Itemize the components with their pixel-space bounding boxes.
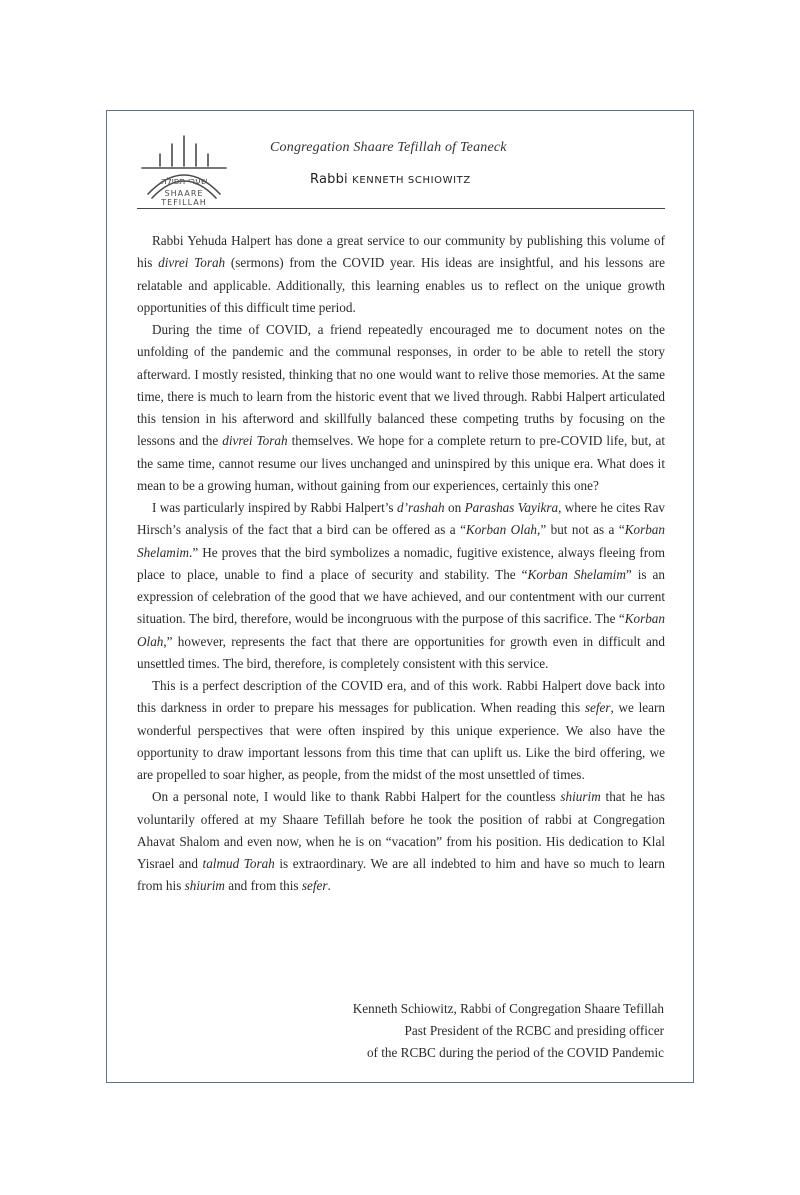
paragraph-4: This is a perfect description of the COVID era, and of this work. Rabbi Halpert dove back into this darkness in order to prepare his messages for publication. When reading this sefer, we learn wonderful perspectives that were often inspired by this unique experience. We also have the opportunity to draw important lessons from this time that can uplift us. Like the bird offering, we are propelled to soar higher, as people, from the midst of the most unsettled of times.: [137, 678, 665, 782]
logo-hebrew: שערי תפילה: [160, 177, 208, 187]
italic-term: sefer: [584, 700, 611, 716]
italic-term: shiurim: [184, 878, 225, 894]
italic-term: d’rashah: [396, 500, 445, 515]
header-divider: [137, 208, 665, 209]
logo-line1: SHAARE: [164, 189, 204, 198]
italic-term: shiurim: [560, 789, 601, 805]
signature-line-3: of the RCBC during the period of the COVID Pandemic: [366, 1045, 664, 1060]
paragraph-2: During the time of COVID, a friend repeatedly encouraged me to document notes on the unfolding of the pandemic and the communal responses, in order to be able to retell the story afterward. I mostly resisted, thinking that no one would want to relive those memories. At the same time, there is much to learn from the historic event that we lived through. Rabbi Halpert articulated this tension in his afterword and skillfully balanced these competing truths by focusing on the lessons and the divrei Torah themselves. We hope for a complete return to pre-COVID life, but, at the same time, cannot resume our lives unchanged and uninspired by this unique era. What does it mean to be a growing human, without gaining from our experiences, certainly this one?: [137, 322, 665, 493]
signature-block: [353, 998, 664, 1064]
rabbi-name: [310, 172, 471, 187]
italic-term: sefer: [301, 878, 328, 894]
paragraph-3: I was particularly inspired by Rabbi Halpert’s d’rashah on Parashas Vayikra, where he cites Rav Hirsch’s analysis of the fact that a bird can be offered as a “Korban Olah,” but not as a “Korban Shelamim.” He proves that the bird symbolizes a nomadic, fugitive existence, always fleeing from place to place, unable to find a place of security and stability. The “Korban Shelamim” is an expression of celebration of the good that we have achieved, and our contentment with our current situation. The bird, therefore, would be incongruous with the purpose of this sacrifice. The “Korban Olah,” however, represents the fact that there are opportunities for growth even in difficult and unsettled times. The bird, therefore, is completely consistent with this service.: [137, 500, 666, 671]
signature-line-1: Kenneth Schiowitz, Rabbi of Congregation Shaare Tefillah: [352, 1001, 664, 1016]
letter-body: [137, 230, 665, 898]
italic-term: divrei Torah: [158, 255, 226, 271]
italic-term: Korban Shelamim: [137, 522, 665, 560]
italic-term: Korban Shelamim: [527, 566, 626, 582]
italic-term: talmud Torah: [202, 856, 275, 871]
rabbi-surname: KENNETH SCHIOWITZ: [352, 175, 471, 186]
paragraph-5: On a personal note, I would like to thank Rabbi Halpert for the countless shiurim that he has voluntarily offered at my Shaare Tefillah before he took the position of rabbi at Congregation Ahavat Shalom and even now, when he is on “vacation” from his position. His dedication to Klal Yisrael and talmud Torah is extraordinary. We are all indebted to him and have so much to learn from his shiurim and from this sefer.: [137, 789, 665, 894]
italic-term: Korban Olah: [465, 522, 538, 538]
logo-line2: TEFILLAH: [161, 198, 207, 207]
rabbi-prefix: Rabbi: [310, 172, 353, 187]
italic-term: Korban Olah: [137, 611, 665, 649]
signature-line-2: Past President of the RCBC and presiding officer: [404, 1023, 664, 1038]
italic-term: divrei Torah: [222, 433, 288, 449]
congregation-title: Congregation Shaare Tefillah of Teaneck: [270, 140, 507, 155]
shaare-tefillah-logo: [134, 132, 234, 210]
paragraph-1: Rabbi Yehuda Halpert has done a great service to our community by publishing this volume of his divrei Torah (sermons) from the COVID year. His ideas are insightful, and his lessons are relatable and applicable. Additionally, this learning enables us to reflect on the unique growth opportunities of this difficult time period.: [137, 233, 666, 315]
italic-term: Parashas Vayikra: [464, 500, 559, 515]
